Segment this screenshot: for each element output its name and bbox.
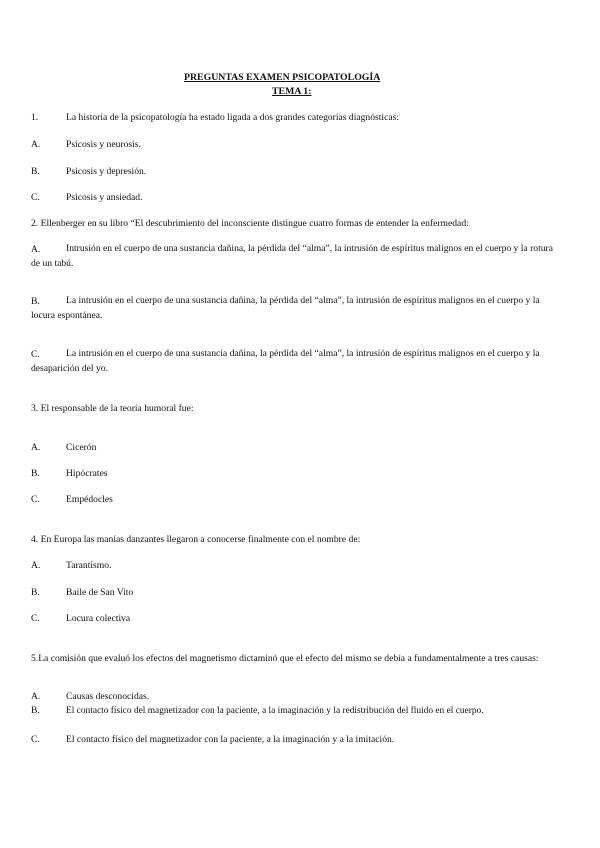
question-number: 1. [31, 112, 39, 123]
option-letter: B. [31, 296, 40, 307]
option-letter: A. [31, 139, 41, 150]
option-letter: C. [31, 734, 40, 745]
option-text: La intrusión en el cuerpo de una sustancia dañina, la pérdida del “alma”, la intrusión de espíritus malignos en el cuerpo y la desaparición del yo. [31, 348, 540, 374]
option-text: Baile de San Vito [66, 587, 134, 598]
option-text: La intrusión en el cuerpo de una sustancia dañina, la pérdida del “alma”, la intrusión de espíritus malignos en el cuerpo y la locura espontánea. [31, 295, 540, 321]
question-text: 4. En Europa las manías danzantes llegaron a conocerse finalmente con el nombre de: [31, 534, 361, 545]
option-text: Empédocles [66, 494, 113, 505]
option-letter: C. [31, 494, 40, 505]
option-letter: A. [31, 442, 41, 453]
document-subtitle: TEMA 1: [272, 86, 312, 97]
option-text: Causas desconocidas. [66, 691, 150, 702]
option-letter: A. [31, 560, 41, 571]
option-letter: C. [31, 192, 40, 203]
option-text: Psicosis y ansiedad. [66, 192, 143, 203]
option-text: Cicerón [66, 442, 97, 453]
option-text: Intrusión en el cuerpo de una sustancia dañina, la pérdida del “alma”, la intrusión de espíritus malignos en el cuerpo y la rotura de un tabú. [31, 243, 553, 269]
option-letter: B. [31, 468, 40, 479]
question-text: 3. El responsable de la teoría humoral fue: [31, 403, 194, 414]
question-text: 5.La comisión que evaluó los efectos del magnetismo dictaminó que el efecto del mismo se debía a fundamentalmente a tres causas: [31, 653, 539, 664]
option-letter: B. [31, 587, 40, 598]
option-letter: B. [31, 705, 40, 716]
option-text: Psicosis y depresión. [66, 166, 147, 177]
option-letter: B. [31, 166, 40, 177]
option-letter: C. [31, 613, 40, 624]
option-text: El contacto físico del magnetizador con la paciente, a la imaginación y a la imitación. [66, 734, 395, 745]
document-title: PREGUNTAS EXAMEN PSICOPATOLOGÍA [184, 72, 381, 83]
option-text: Tarantismo. [66, 560, 112, 571]
option-letter: A. [31, 244, 41, 255]
question-text: 2. Ellenberger en su libro “El descubrimiento del inconsciente distingue cuatro formas de entender la enfermedad: [31, 218, 469, 229]
option-letter: C. [31, 349, 40, 360]
question-text: La historia de la psicopatología ha estado ligada a dos grandes categorías diagnósticas: [66, 112, 400, 123]
option-text: Psicosis y neurosis. [66, 139, 141, 150]
option-text: El contacto físico del magnetizador con la paciente, a la imaginación y la redistribución del fluido en el cuerpo. [66, 706, 484, 716]
option-text: Locura colectiva [66, 613, 131, 624]
option-text: Hipócrates [66, 468, 108, 479]
option-letter: A. [31, 691, 41, 702]
